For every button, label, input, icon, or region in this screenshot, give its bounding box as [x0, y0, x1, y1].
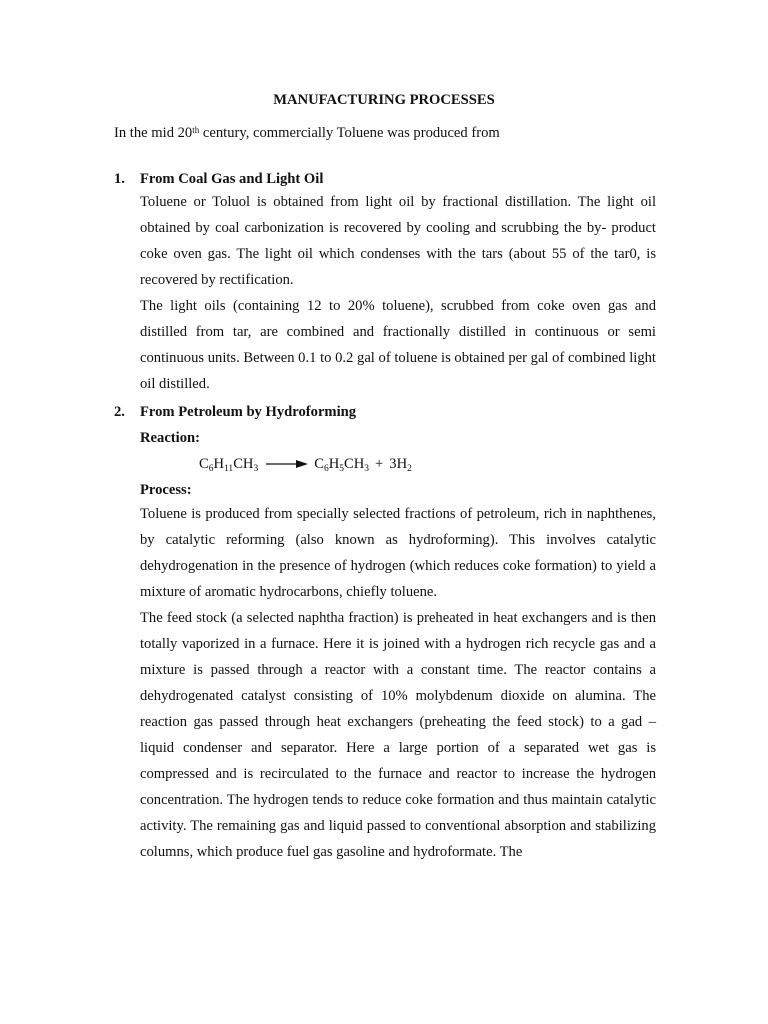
- section-2-number: 2.: [114, 404, 125, 420]
- section-1-paragraph-2: The light oils (containing 12 to 20% toluene), scrubbed from coke oven gas and distilled from tar, are combined and fractionally distilled in continuous or semi continuous units. Between 0.1 to 0.2 gal of toluene is obtained per gal of combined light oil distilled.: [140, 298, 656, 392]
- section-1-heading: [114, 170, 323, 188]
- section-2-title: From Petroleum by Hydroforming: [140, 404, 357, 420]
- chemical-equation: [199, 455, 412, 475]
- section-2-paragraph-2: The feed stock (a selected naphtha fraction) is preheated in heat exchangers and is then totally vaporized in a furnace. Here it is joined with a hydrogen rich recycle gas and a mixture is passed through a reactor with a constant time. The reactor contains a dehydrogenated catalyst consisting of 10% molybdenum dioxide on alumina. The reaction gas passed through heat exchangers (preheating the feed stock) to a gad – liquid condenser and separator. Here a large portion of a separated wet gas is compressed and is recirculated to the furnace and reactor to increase the hydrogen concentration. The hydrogen tends to reduce coke formation and thus maintain catalytic activity. The remaining gas and liquid passed to conventional absorption and stabilizing columns, which produce fuel gas gasoline and hydroformate. The: [140, 610, 656, 860]
- section-1-body: [140, 189, 656, 397]
- intro-superscript: th: [192, 125, 200, 135]
- section-2-body: [140, 501, 656, 865]
- section-1-paragraph-1: Toluene or Toluol is obtained from light oil by fractional distillation. The light oil obtained by coal carbonization is recovered by cooling and scrubbing the by- product coke oven gas. The light oil which condenses with the tars (about 55 of the tar0, is recovered by rectification.: [140, 194, 656, 288]
- intro-text-before: In the mid 20: [114, 125, 193, 141]
- product-formula: $C_6H_5CH_3$: [314, 456, 370, 474]
- section-1-number: 1.: [114, 171, 125, 187]
- process-label: Process:: [140, 482, 192, 498]
- reaction-arrow-icon: [266, 459, 308, 469]
- plus-sign: +: [375, 456, 384, 472]
- reaction-label: Reaction:: [140, 430, 200, 446]
- reactant-formula: $C_6H_{11}CH_3$: [199, 456, 259, 474]
- intro-text-after: century, commercially Toluene was produced from: [199, 125, 500, 141]
- section-2-paragraph-1: Toluene is produced from specially selected fractions of petroleum, rich in naphthenes, by catalytic reforming (also known as hydroforming). This involves catalytic dehydrogenation in the presence of hydrogen (which reduces coke formation) to yield a mixture of aromatic hydrocarbons, chiefly toluene.: [140, 506, 656, 600]
- intro-line: [114, 124, 674, 142]
- hydrogen-formula: $3H_2$: [389, 456, 412, 474]
- section-1-title: From Coal Gas and Light Oil: [140, 171, 324, 187]
- page-title: MANUFACTURING PROCESSES: [273, 92, 495, 108]
- section-2-heading: [114, 403, 356, 421]
